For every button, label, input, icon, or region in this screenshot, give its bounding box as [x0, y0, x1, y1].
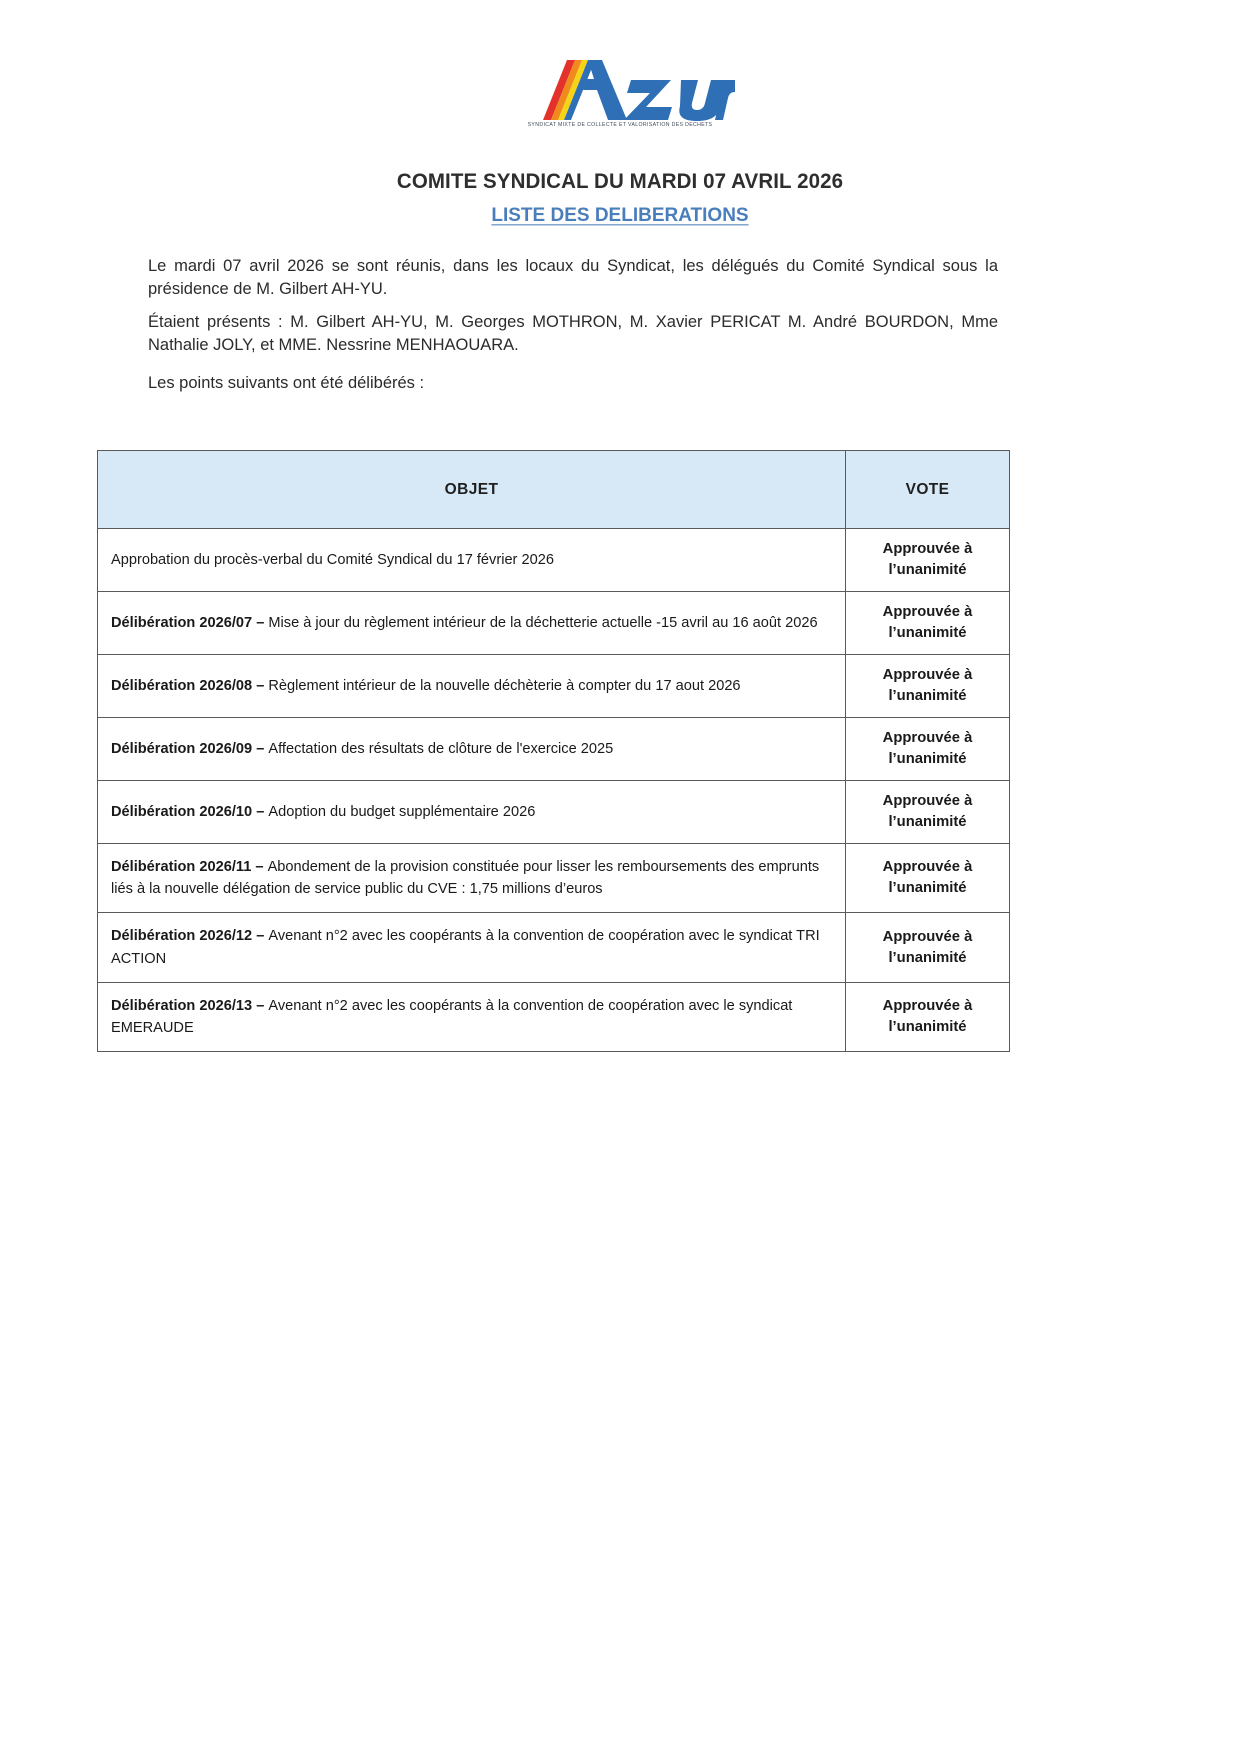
table-row	[98, 913, 1010, 982]
deliberation-description: Règlement intérieur de la nouvelle déchèterie à compter du 17 aout 2026	[268, 677, 741, 694]
table-row	[98, 844, 1010, 913]
intro-paragraph-meeting: Le mardi 07 avril 2026 se sont réunis, dans les locaux du Syndicat, les délégués du Comité Syndical sous la présidence de M. Gilbert AH-YU.	[148, 257, 998, 299]
cell-vote	[846, 592, 1010, 655]
cell-vote	[846, 718, 1010, 781]
vote-result-line-1: Approuvée à	[882, 928, 973, 945]
deliberation-description: Approbation du procès-verbal du Comité Syndical du 17 février 2026	[111, 551, 554, 568]
vote-result-line-2: l’unanimité	[888, 880, 967, 897]
table-row	[98, 718, 1010, 781]
logo-tagline: SYNDICAT MIXTE DE COLLECTE ET VALORISATION DES DECHETS	[527, 121, 713, 129]
deliberations-table	[97, 450, 1010, 1052]
deliberation-description: Avenant n°2 avec les coopérants à la convention de coopération avec le syndicat EMERAUDE	[111, 997, 793, 1036]
cell-vote	[846, 844, 1010, 913]
vote-result-line-2: l’unanimité	[888, 688, 967, 704]
vote-result-line-2: l’unanimité	[888, 814, 967, 830]
azur-wordmark-icon	[505, 52, 735, 124]
deliberation-reference: Délibération 2026/07 –	[111, 614, 269, 631]
vote-result-line-2: l’unanimité	[888, 949, 967, 966]
cell-objet	[98, 655, 846, 718]
vote-result-line-1: Approuvée à	[882, 667, 973, 683]
cell-vote	[846, 982, 1010, 1051]
cell-objet	[98, 529, 846, 592]
deliberation-reference: Délibération 2026/10 –	[111, 803, 269, 820]
azur-logo	[505, 52, 735, 136]
column-header-vote: VOTE	[846, 451, 1010, 529]
column-header-objet: OBJET	[98, 451, 846, 529]
deliberation-description: Abondement de la provision constituée pour lisser les remboursements des emprunts liés à la nouvelle délégation de service public du CVE : 1,75 millions d’euros	[111, 859, 820, 898]
cell-vote	[846, 913, 1010, 982]
vote-result-line-2: l’unanimité	[888, 562, 967, 578]
table-row	[98, 982, 1010, 1051]
intro-paragraph-attendees: Étaient présents : M. Gilbert AH-YU, M. Georges MOTHRON, M. Xavier PERICAT M. André BOURDON, Mme Nathalie JOLY, et MME. Nessrine MENHAOUARA.	[148, 313, 998, 355]
page-title: COMITE SYNDICAL DU MARDI 07 AVRIL 2026	[396, 169, 844, 194]
table-row	[98, 529, 1010, 592]
deliberation-reference: Délibération 2026/12 –	[111, 928, 269, 945]
cell-vote	[846, 781, 1010, 844]
table-body	[98, 529, 1010, 1052]
cell-objet	[98, 592, 846, 655]
table-row	[98, 781, 1010, 844]
cell-vote	[846, 529, 1010, 592]
deliberation-reference: Délibération 2026/09 –	[111, 740, 269, 757]
table-header-row	[98, 451, 1010, 529]
deliberation-description: Avenant n°2 avec les coopérants à la convention de coopération avec le syndicat TRI ACTION	[111, 928, 820, 967]
vote-result-line-1: Approuvée à	[882, 997, 973, 1014]
cell-vote	[846, 655, 1010, 718]
vote-result-line-2: l’unanimité	[888, 1018, 967, 1035]
vote-result-line-1: Approuvée à	[882, 793, 973, 809]
deliberation-description: Affectation des résultats de clôture de l'exercice 2025	[268, 740, 614, 757]
vote-result-line-1: Approuvée à	[882, 730, 973, 746]
vote-result-line-1: Approuvée à	[882, 859, 973, 876]
deliberation-reference: Délibération 2026/11 –	[111, 859, 268, 875]
vote-result-line-1: Approuvée à	[882, 604, 973, 620]
vote-result-line-1: Approuvée à	[882, 541, 973, 557]
cell-objet	[98, 844, 846, 913]
cell-objet	[98, 718, 846, 781]
deliberation-reference: Délibération 2026/08 –	[111, 677, 269, 694]
logo-header	[0, 52, 1240, 141]
vote-result-line-2: l’unanimité	[888, 625, 967, 641]
vote-result-line-2: l’unanimité	[888, 751, 967, 767]
cell-objet	[98, 982, 846, 1051]
deliberation-description: Mise à jour du règlement intérieur de la déchetterie actuelle -15 avril au 16 août 2026	[268, 614, 818, 631]
cell-objet	[98, 913, 846, 982]
deliberation-description: Adoption du budget supplémentaire 2026	[268, 803, 536, 820]
cell-objet	[98, 781, 846, 844]
deliberation-reference: Délibération 2026/13 –	[111, 997, 269, 1014]
page-subtitle: LISTE DES DELIBERATIONS	[491, 204, 749, 227]
table-row	[98, 592, 1010, 655]
intro-paragraph-agenda: Les points suivants ont été délibérés :	[148, 374, 425, 392]
table-row	[98, 655, 1010, 718]
